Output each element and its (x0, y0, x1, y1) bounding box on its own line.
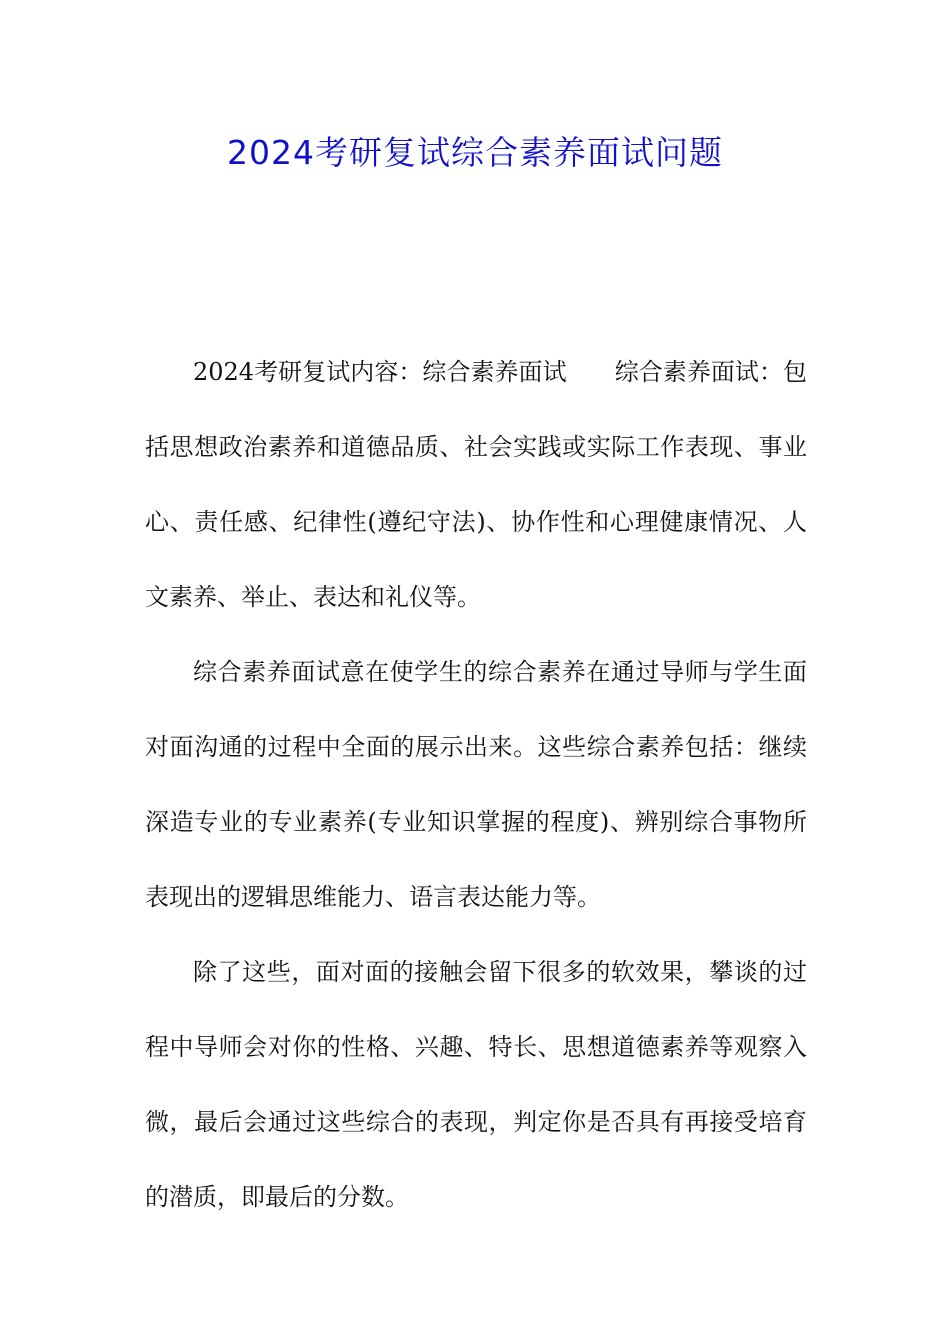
paragraph-2: 综合素养面试意在使学生的综合素养在通过导师与学生面对面沟通的过程中全面的展示出来。这些综合素养包括：继续深造专业的专业素养(专业知识掌握的程度)、辨别综合事物所表现出的逻辑思维能力、语言表达能力等。 (145, 658, 807, 911)
paragraph-3: 除了这些，面对面的接触会留下很多的软效果，攀谈的过程中导师会对你的性格、兴趣、特长、思想道德素养等观察入微，最后会通过这些综合的表现，判定你是否具有再接受培育的潜质，即最后的分数。 (145, 958, 807, 1211)
paragraph-1: 2024考研复试内容：综合素养面试 综合素养面试：包括思想政治素养和道德品质、社会实践或实际工作表现、事业心、责任感、纪律性(遵纪守法)、协作性和心理健康情况、人文素养、举止、表达和礼仪等。 (145, 358, 807, 611)
document-body (145, 335, 807, 1235)
document-title: 2024考研复试综合素养面试问题 (227, 133, 723, 172)
